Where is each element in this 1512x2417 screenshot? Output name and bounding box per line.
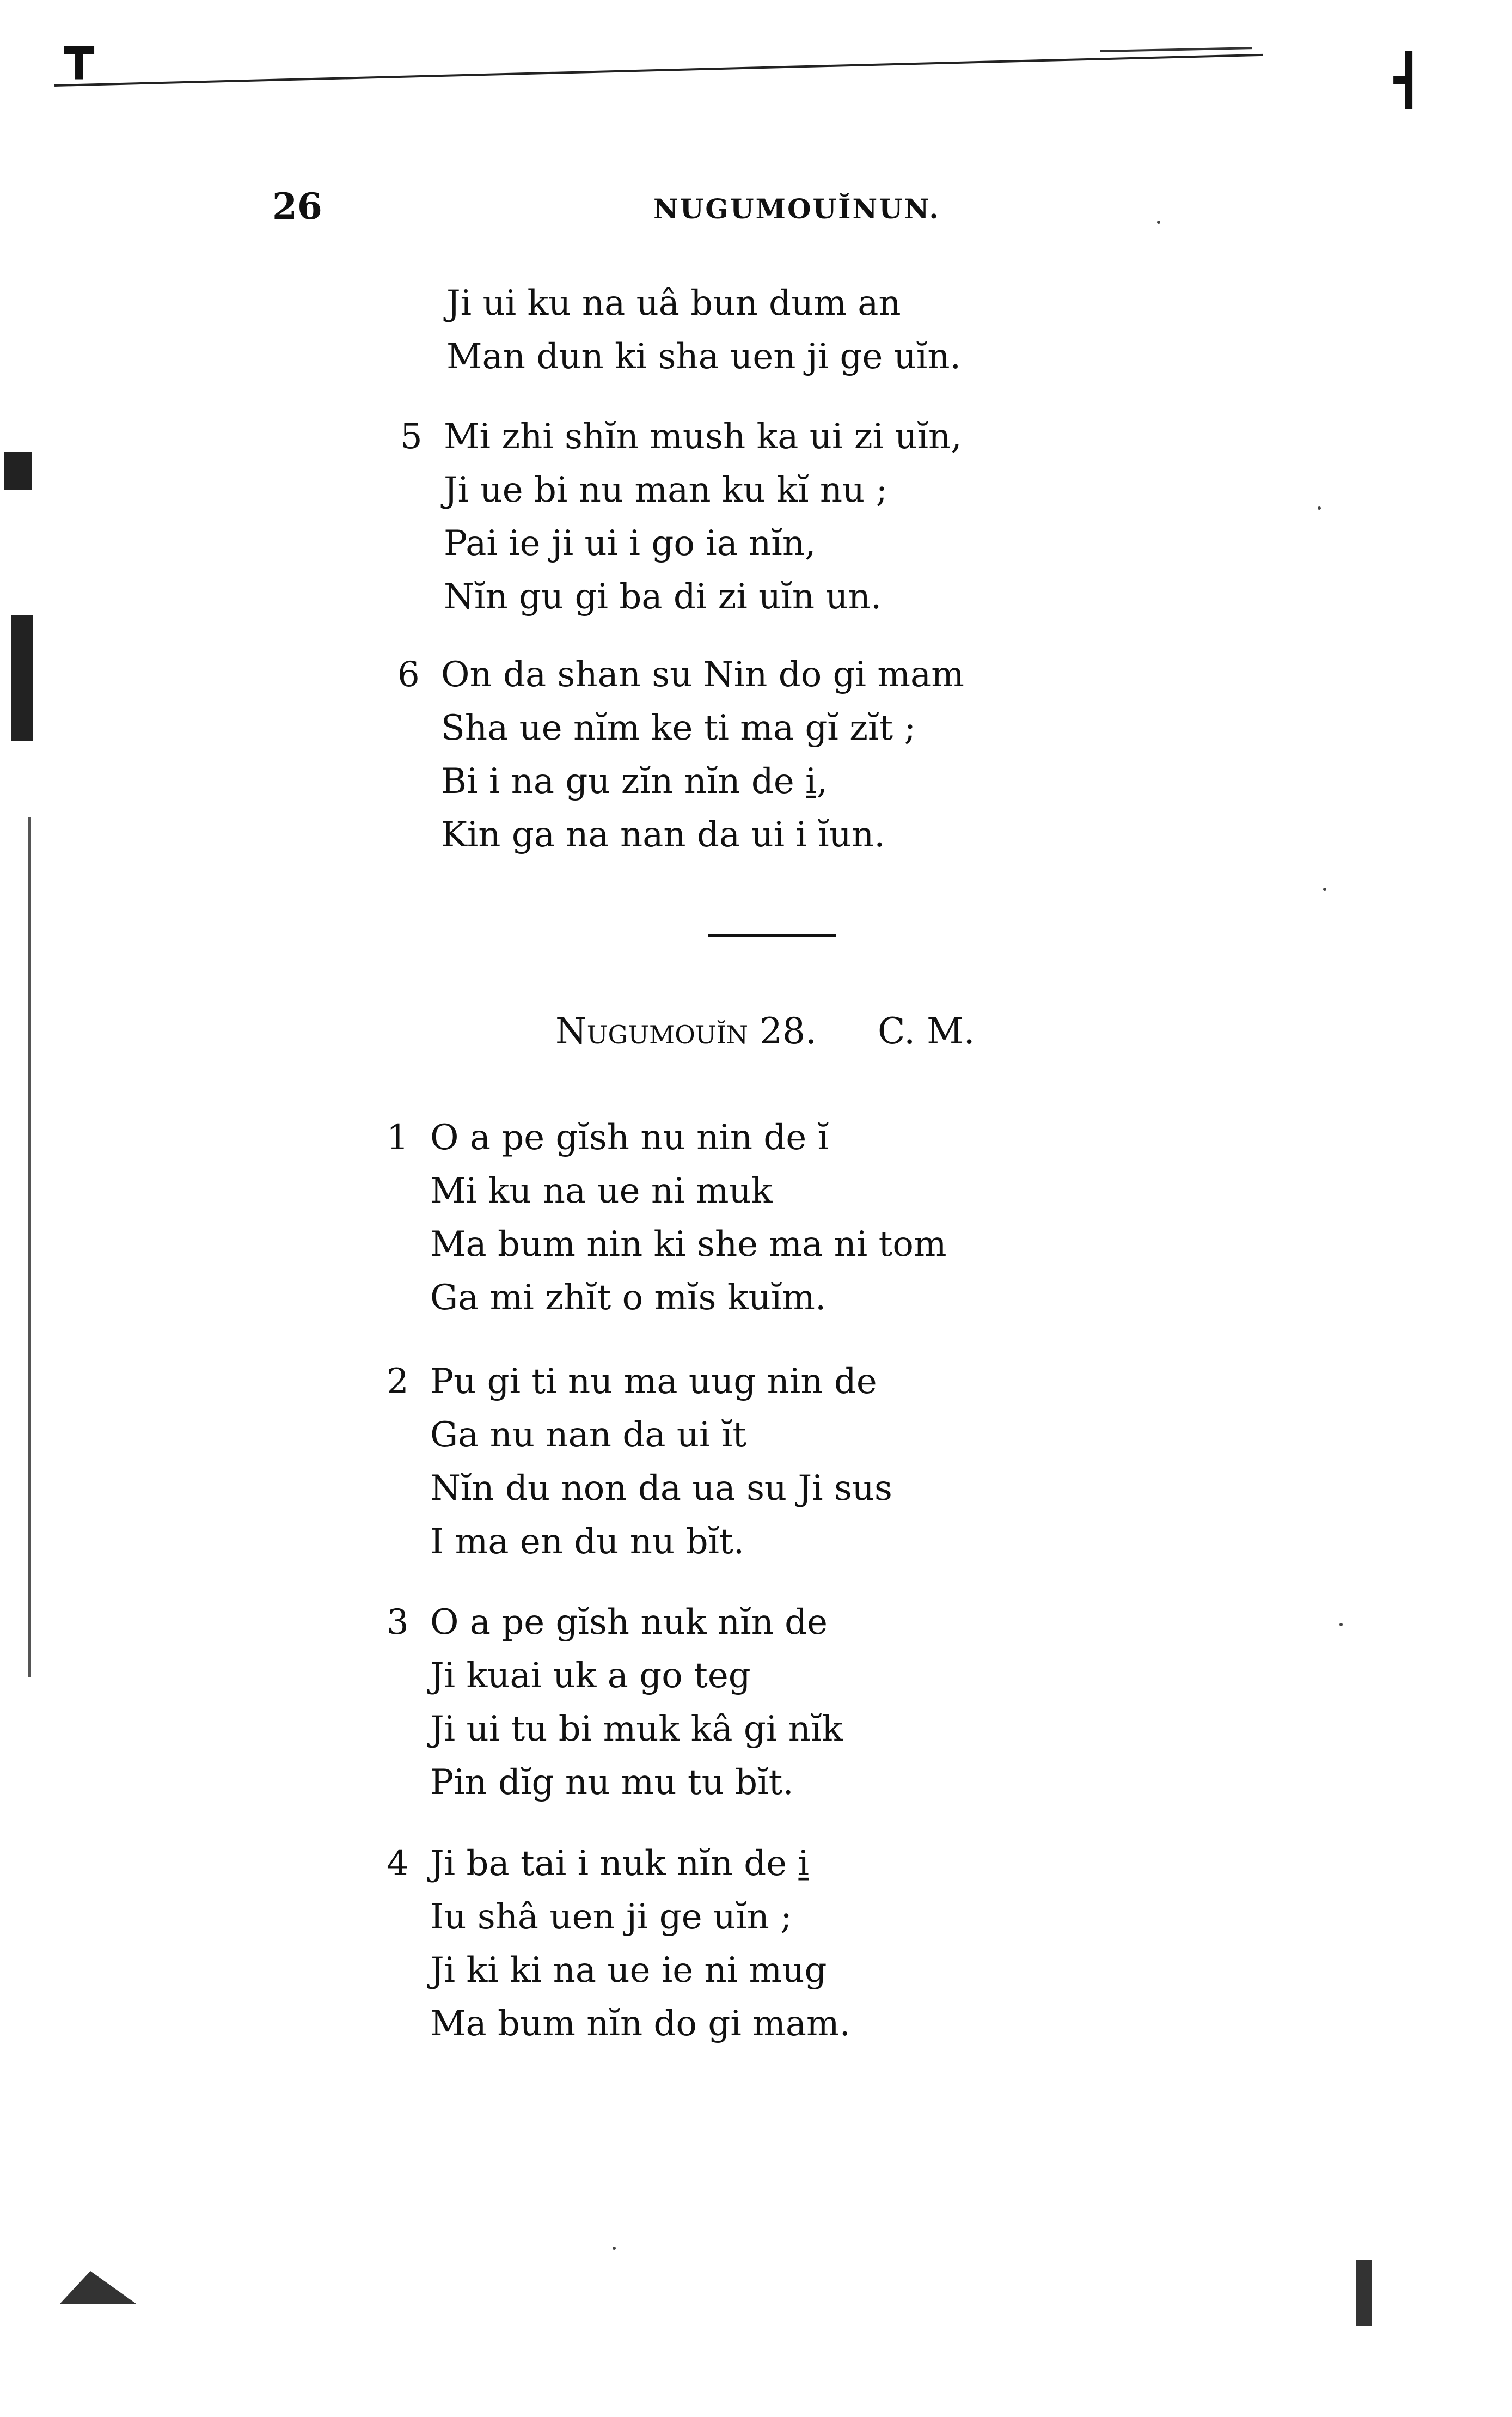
verse-line: Bi i na gu zĭn nĭn de i̱, — [441, 761, 828, 802]
page-header — [272, 185, 940, 245]
verse-line: Mi zhi shĭn mush ka ui zi uĭn, — [444, 417, 962, 457]
verse-line: I ma en du nu bĭt. — [430, 1522, 745, 1562]
running-head: NUGUMOUĬNUN. — [653, 193, 940, 225]
verse-line: Nĭn du non da ua su Ji sus — [430, 1468, 892, 1509]
corner-mark-right: ┫ — [1394, 52, 1424, 109]
corner-mark-bottom-right — [1356, 2260, 1372, 2326]
verse-line: Ji ue bi nu man ku kĭ nu ; — [444, 470, 888, 510]
verse-line: Ji ui ku na uâ bun dum an — [446, 283, 901, 324]
hymn-title — [555, 1010, 975, 1052]
verse-line: Ga nu nan da ui ĭt — [430, 1415, 747, 1455]
verse-line: Man dun ki sha uen ji ge uĭn. — [446, 337, 961, 377]
verse-line: Ga mi zhĭt o mĭs kuĭm. — [430, 1278, 827, 1318]
section-divider — [708, 934, 836, 937]
verse-line: Ji ui tu bi muk kâ gi nĭk — [430, 1709, 843, 1749]
stanza-number: 6 — [397, 655, 420, 695]
stanza-number: 4 — [387, 1844, 409, 1884]
stanza-number: 2 — [387, 1362, 409, 1402]
page-number: 26 — [272, 185, 322, 228]
stanza — [400, 410, 962, 624]
stanza — [387, 1111, 947, 1325]
speck — [1323, 888, 1326, 891]
top-rule — [54, 54, 1263, 87]
stanza — [387, 1355, 892, 1568]
margin-edge — [28, 817, 31, 1677]
verse-line: Kin ga na nan da ui i ĭun. — [441, 815, 885, 855]
speck — [613, 2247, 616, 2250]
speck — [1339, 1623, 1343, 1626]
corner-mark-bottom-left — [60, 2271, 136, 2304]
verse-line: Ji ki ki na ue ie ni mug — [430, 1950, 827, 1991]
stanza-number: 1 — [387, 1118, 409, 1158]
verse-line: Pu gi ti nu ma uug nin de — [430, 1362, 877, 1402]
verse-line: Ji ba tai i nuk nĭn de i̱ — [430, 1844, 809, 1884]
hymn-title-text: Nugumouĭn 28. — [555, 1010, 817, 1052]
speck — [1318, 506, 1321, 510]
stanza — [397, 648, 964, 862]
hymn-meter: C. M. — [877, 1010, 975, 1052]
top-rule-fragment — [1100, 47, 1252, 52]
speck — [1157, 221, 1160, 224]
verse-line: O a pe gĭsh nuk nĭn de — [430, 1602, 828, 1643]
verse-line: O a pe gĭsh nu nin de ĭ — [430, 1118, 829, 1158]
stanza — [387, 1596, 843, 1809]
verse-line: Nĭn gu gi ba di zi uĭn un. — [444, 577, 882, 617]
verse-line: On da shan su Nin do gi mam — [441, 655, 964, 695]
stanza-number: 3 — [387, 1602, 409, 1643]
margin-mark — [4, 452, 32, 490]
verse-line: Sha ue nĭm ke ti ma gĭ zĭt ; — [441, 708, 916, 748]
stanza-continuation — [446, 277, 961, 383]
verse-line: Ma bum nĭn do gi mam. — [430, 2004, 850, 2044]
stanza — [387, 1837, 850, 2050]
stanza-number: 5 — [400, 417, 423, 457]
verse-line: Ma bum nin ki she ma ni tom — [430, 1224, 947, 1265]
margin-mark — [11, 615, 33, 741]
corner-mark-left: ┳ — [64, 22, 94, 79]
verse-line: Iu shâ uen ji ge uĭn ; — [430, 1897, 792, 1937]
verse-line: Mi ku na ue ni muk — [430, 1171, 773, 1211]
verse-line: Pin dĭg nu mu tu bĭt. — [430, 1762, 794, 1803]
verse-line: Ji kuai uk a go teg — [430, 1656, 751, 1696]
verse-line: Pai ie ji ui i go ia nĭn, — [444, 523, 816, 564]
